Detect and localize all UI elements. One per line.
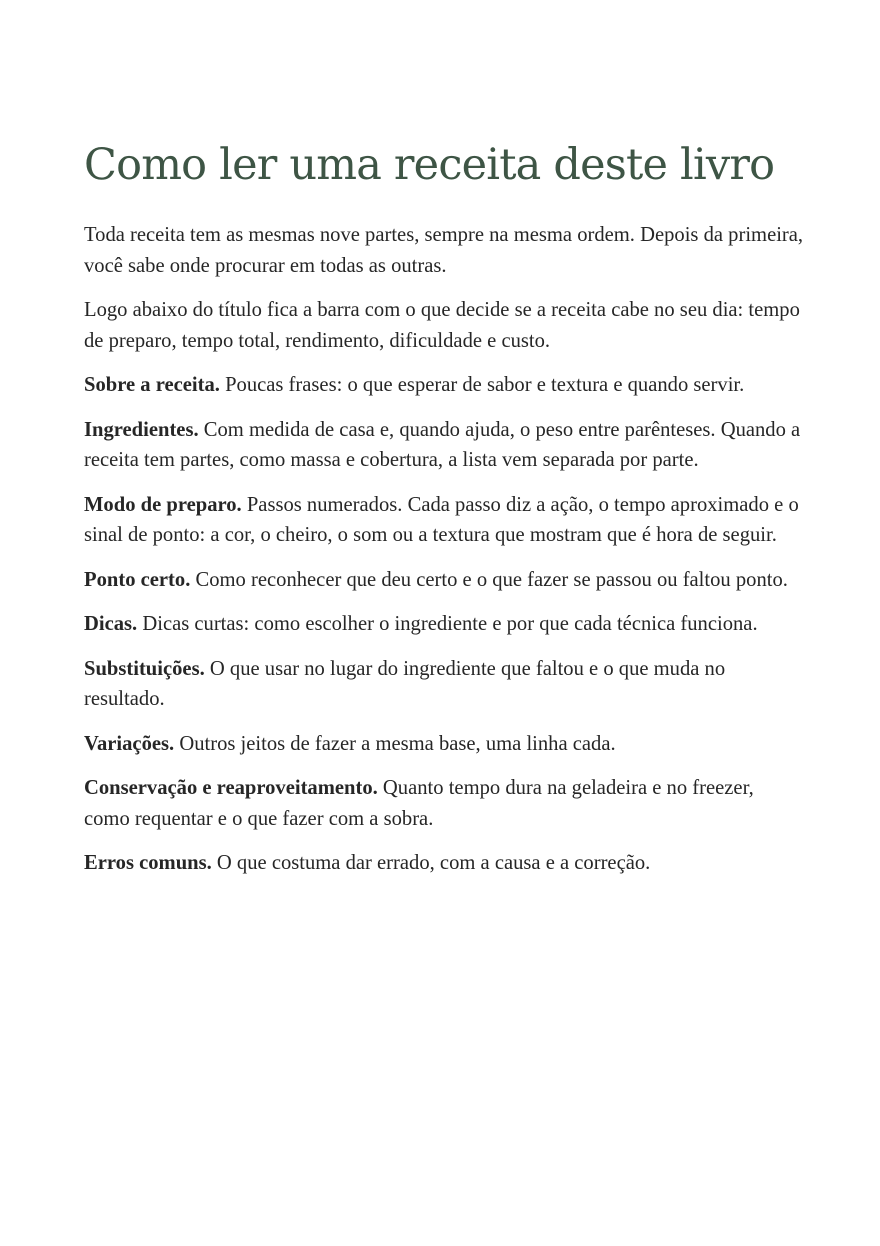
section-term: Ingredientes. bbox=[84, 418, 199, 441]
section-text: O que costuma dar errado, com a causa e a correção. bbox=[211, 852, 651, 874]
section-text: Com medida de casa e, quando ajuda, o peso entre parênteses. Quando a receita tem partes, como massa e cobertura, a lista vem separada por parte. bbox=[84, 418, 801, 471]
section-modo-de-preparo bbox=[84, 490, 804, 551]
section-text: O que usar no lugar do ingrediente que faltou e o que muda no resultado. bbox=[84, 657, 726, 710]
section-conservacao bbox=[84, 773, 804, 834]
intro-paragraph: Toda receita tem as mesmas nove partes, sempre na mesma ordem. Depois da primeira, você sabe onde procurar em todas as outras. bbox=[84, 224, 804, 277]
section-text: Como reconhecer que deu certo e o que fazer se passou ou faltou ponto. bbox=[190, 568, 788, 591]
section-erros-comuns bbox=[84, 848, 804, 879]
section-term: Sobre a receita. bbox=[84, 374, 220, 396]
section-term: Erros comuns. bbox=[84, 852, 212, 874]
section-sobre-a-receita bbox=[84, 370, 804, 401]
section-term: Conservação e reaproveitamento. bbox=[84, 777, 378, 799]
section-dicas bbox=[84, 609, 804, 640]
section-text: Passos numerados. Cada passo diz a ação, o tempo aproximado e o sinal de ponto: a cor, o cheiro, o som ou a textura que mostram que é hora de seguir. bbox=[84, 493, 799, 546]
page-title: Como ler uma receita deste livro bbox=[84, 140, 775, 190]
page-content bbox=[84, 138, 804, 893]
section-variacoes bbox=[84, 729, 804, 760]
section-text: Quanto tempo dura na geladeira e no freezer, como requentar e o que fazer com a sobra. bbox=[84, 777, 754, 830]
section-term: Ponto certo. bbox=[84, 568, 191, 591]
section-term: Modo de preparo. bbox=[84, 493, 242, 516]
section-text: Poucas frases: o que esperar de sabor e textura e quando servir. bbox=[219, 374, 745, 396]
section-substituicoes bbox=[84, 654, 804, 715]
section-term: Substituições. bbox=[84, 657, 205, 680]
section-term: Variações. bbox=[84, 732, 175, 755]
section-text: Outros jeitos de fazer a mesma base, uma linha cada. bbox=[174, 732, 616, 755]
intro-paragraph: Logo abaixo do título fica a barra com o que decide se a receita cabe no seu dia: tempo de preparo, tempo total, rendimento, dificuldade e custo. bbox=[84, 299, 800, 352]
section-ingredientes bbox=[84, 415, 804, 476]
section-ponto-certo bbox=[84, 565, 804, 596]
section-term: Dicas. bbox=[84, 613, 138, 635]
section-text: Dicas curtas: como escolher o ingrediente e por que cada técnica funciona. bbox=[137, 613, 758, 635]
